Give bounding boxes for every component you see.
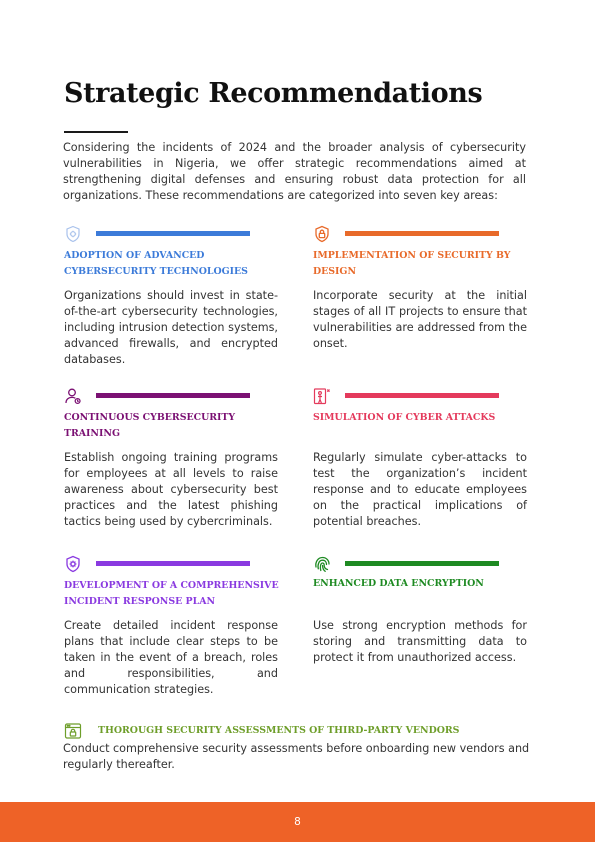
card-body: Regularly simulate cyber-attacks to test the organization’s incident response and to educate employees on the practical implications of potential breaches. [313,451,527,528]
user-training-icon [64,387,82,405]
accent-bar [345,231,499,236]
page-footer [0,802,595,842]
accent-bar [96,393,250,398]
card-body: Incorporate security at the initial stages of all IT projects to ensure that vulnerabilities are addressed from the onset. [313,289,527,350]
title-underline [64,131,128,133]
page-title: Strategic Recommendations [64,78,483,109]
accent-bar [345,561,499,566]
incident-response-icon [64,555,82,573]
vendors-title: THOROUGH SECURITY ASSESSMENTS OF THIRD-PARTY VENDORS [98,725,460,736]
card-body: Create detailed incident response plans that include clear steps to be taken in the event of a breach, roles and responsibilities, and communication strategies. [64,619,278,696]
accent-bar [96,561,250,566]
card-title: CONTINUOUS CYBERSECURITY TRAINING [64,412,236,439]
page-number: 8 [294,816,301,828]
card-title: DEVELOPMENT OF A COMPREHENSIVE INCIDENT RESPONSE PLAN [64,580,279,607]
card-body: Use strong encryption methods for storing and transmitting data to protect it from unauthorized access. [313,619,527,664]
security-shield-icon [313,225,331,243]
accent-bar [345,393,499,398]
card-title: SIMULATION OF CYBER ATTACKS [313,412,496,423]
fingerprint-icon [313,555,331,573]
vendors-body: Conduct comprehensive security assessments before onboarding new vendors and regularly thereafter. [63,742,530,771]
card-title: ENHANCED DATA ENCRYPTION [313,578,484,589]
card-body: Establish ongoing training programs for employees at all levels to raise awareness about cybersecurity best practices and the latest phishing tactics being used by cybercriminals. [64,451,278,528]
shield-icon [64,225,82,243]
vendor-lock-icon [64,722,82,740]
accent-bar [96,231,250,236]
card-title: IMPLEMENTATION OF SECURITY BY DESIGN [313,250,511,277]
cyber-attack-icon [313,387,331,405]
card-title: ADOPTION OF ADVANCED CYBERSECURITY TECHNOLOGIES [64,250,248,277]
intro-paragraph: Considering the incidents of 2024 and the broader analysis of cybersecurity vulnerabilities in Nigeria, we offer strategic recommendations aimed at strengthening digital defenses and ensuring robust data protection for all organizations. These recommendations are categorized into seven key areas: [63,141,526,202]
card-body: Organizations should invest in state-of-the-art cybersecurity technologies, including intrusion detection systems, advanced firewalls, and encrypted databases. [64,289,278,366]
